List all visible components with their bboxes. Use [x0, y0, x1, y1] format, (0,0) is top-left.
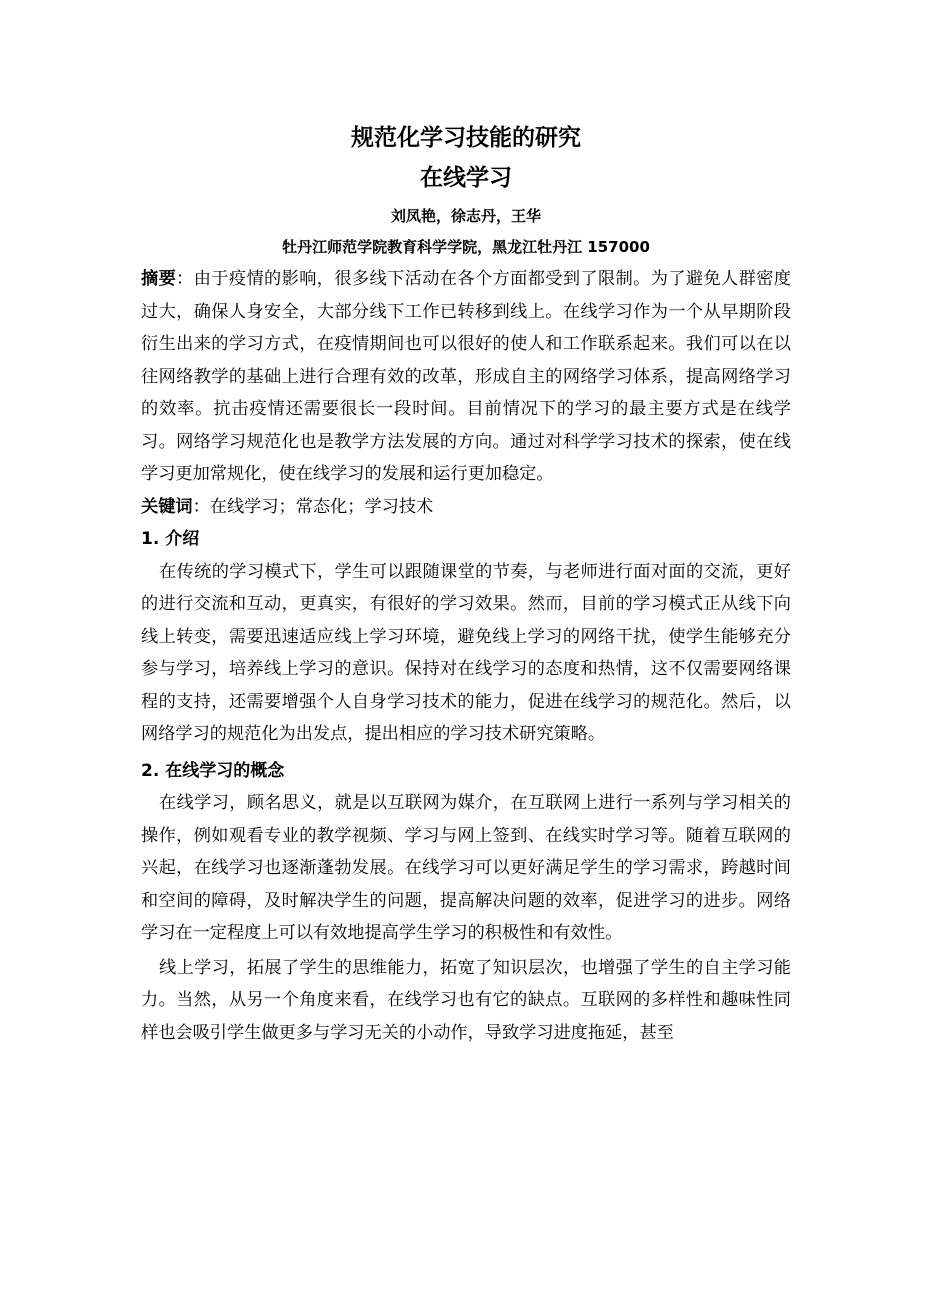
- abstract-text: ：由于疫情的影响，很多线下活动在各个方面都受到了限制。为了避免人群密度过大，确保人身安全，大部分线下工作已转移到线上。在线学习作为一个从早期阶段衍生出来的学习方式，在疫情期间也可以很好的使人和工作联系起来。我们可以在以往网络教学的基础上进行合理有效的改革，形成自主的网络学习体系，提高网络学习的效率。抗击疫情还需要很长一段时间。目前情况下的学习的最主要方式是在线学习。网络学习规范化也是教学方法发展的方向。通过对科学学习技术的探索，使在线学习更加常规化，使在线学习的发展和运行更加稳定。: [141, 269, 791, 484]
- paper-subtitle: 在线学习: [420, 165, 512, 191]
- paper-title: 规范化学习技能的研究: [351, 125, 581, 151]
- section-2-heading: 2. 在线学习的概念: [141, 760, 285, 781]
- author-list: 刘凤艳，徐志丹，王华: [390, 207, 541, 225]
- section-2-paragraph-1: 在线学习，顾名思义，就是以互联网为媒介，在互联网上进行一系列与学习相关的操作，例如观看专业的教学视频、学习与网上签到、在线实时学习等。随着互联网的兴起，在线学习也逐渐蓬勃发展。在线学习可以更好满足学生的学习需求，跨越时间和空间的障碍，及时解决学生的问题，提高解决问题的效率，促进学习的进步。网络学习在一定程度上可以有效地提高学生学习的积极性和有效性。: [141, 793, 791, 943]
- section-1-heading: 1. 介绍: [141, 529, 200, 549]
- abstract: [141, 263, 791, 491]
- paper-page: [141, 118, 791, 1049]
- keywords: [141, 491, 791, 524]
- keywords-label: 关键词: [141, 496, 193, 517]
- section-2-paragraph-2: 线上学习，拓展了学生的思维能力，拓宽了知识层次，也增强了学生的自主学习能力。当然，从另一个角度来看，在线学习也有它的缺点。互联网的多样性和趣味性同样也会吸引学生做更多与学习无关的小动作，导致学习进度拖延，甚至: [141, 957, 791, 1043]
- keywords-text: ：在线学习；常态化；学习技术: [192, 496, 434, 517]
- affiliation: 牡丹江师范学院教育科学学院，黑龙江牡丹江 157000: [282, 238, 650, 256]
- section-1-paragraph: 在传统的学习模式下，学生可以跟随课堂的节奏，与老师进行面对面的交流，更好的进行交流和互动，更真实，有很好的学习效果。然而，目前的学习模式正从线下向线上转变，需要迅速适应线上学习环境，避免线上学习的网络干扰，使学生能够充分参与学习，培养线上学习的意识。保持对在线学习的态度和热情，这不仅需要网络课程的支持，还需要增强个人自身学习技术的能力，促进在线学习的规范化。然后，以网络学习的规范化为出发点，提出相应的学习技术研究策略。: [141, 561, 791, 744]
- abstract-label: 摘要: [141, 269, 177, 289]
